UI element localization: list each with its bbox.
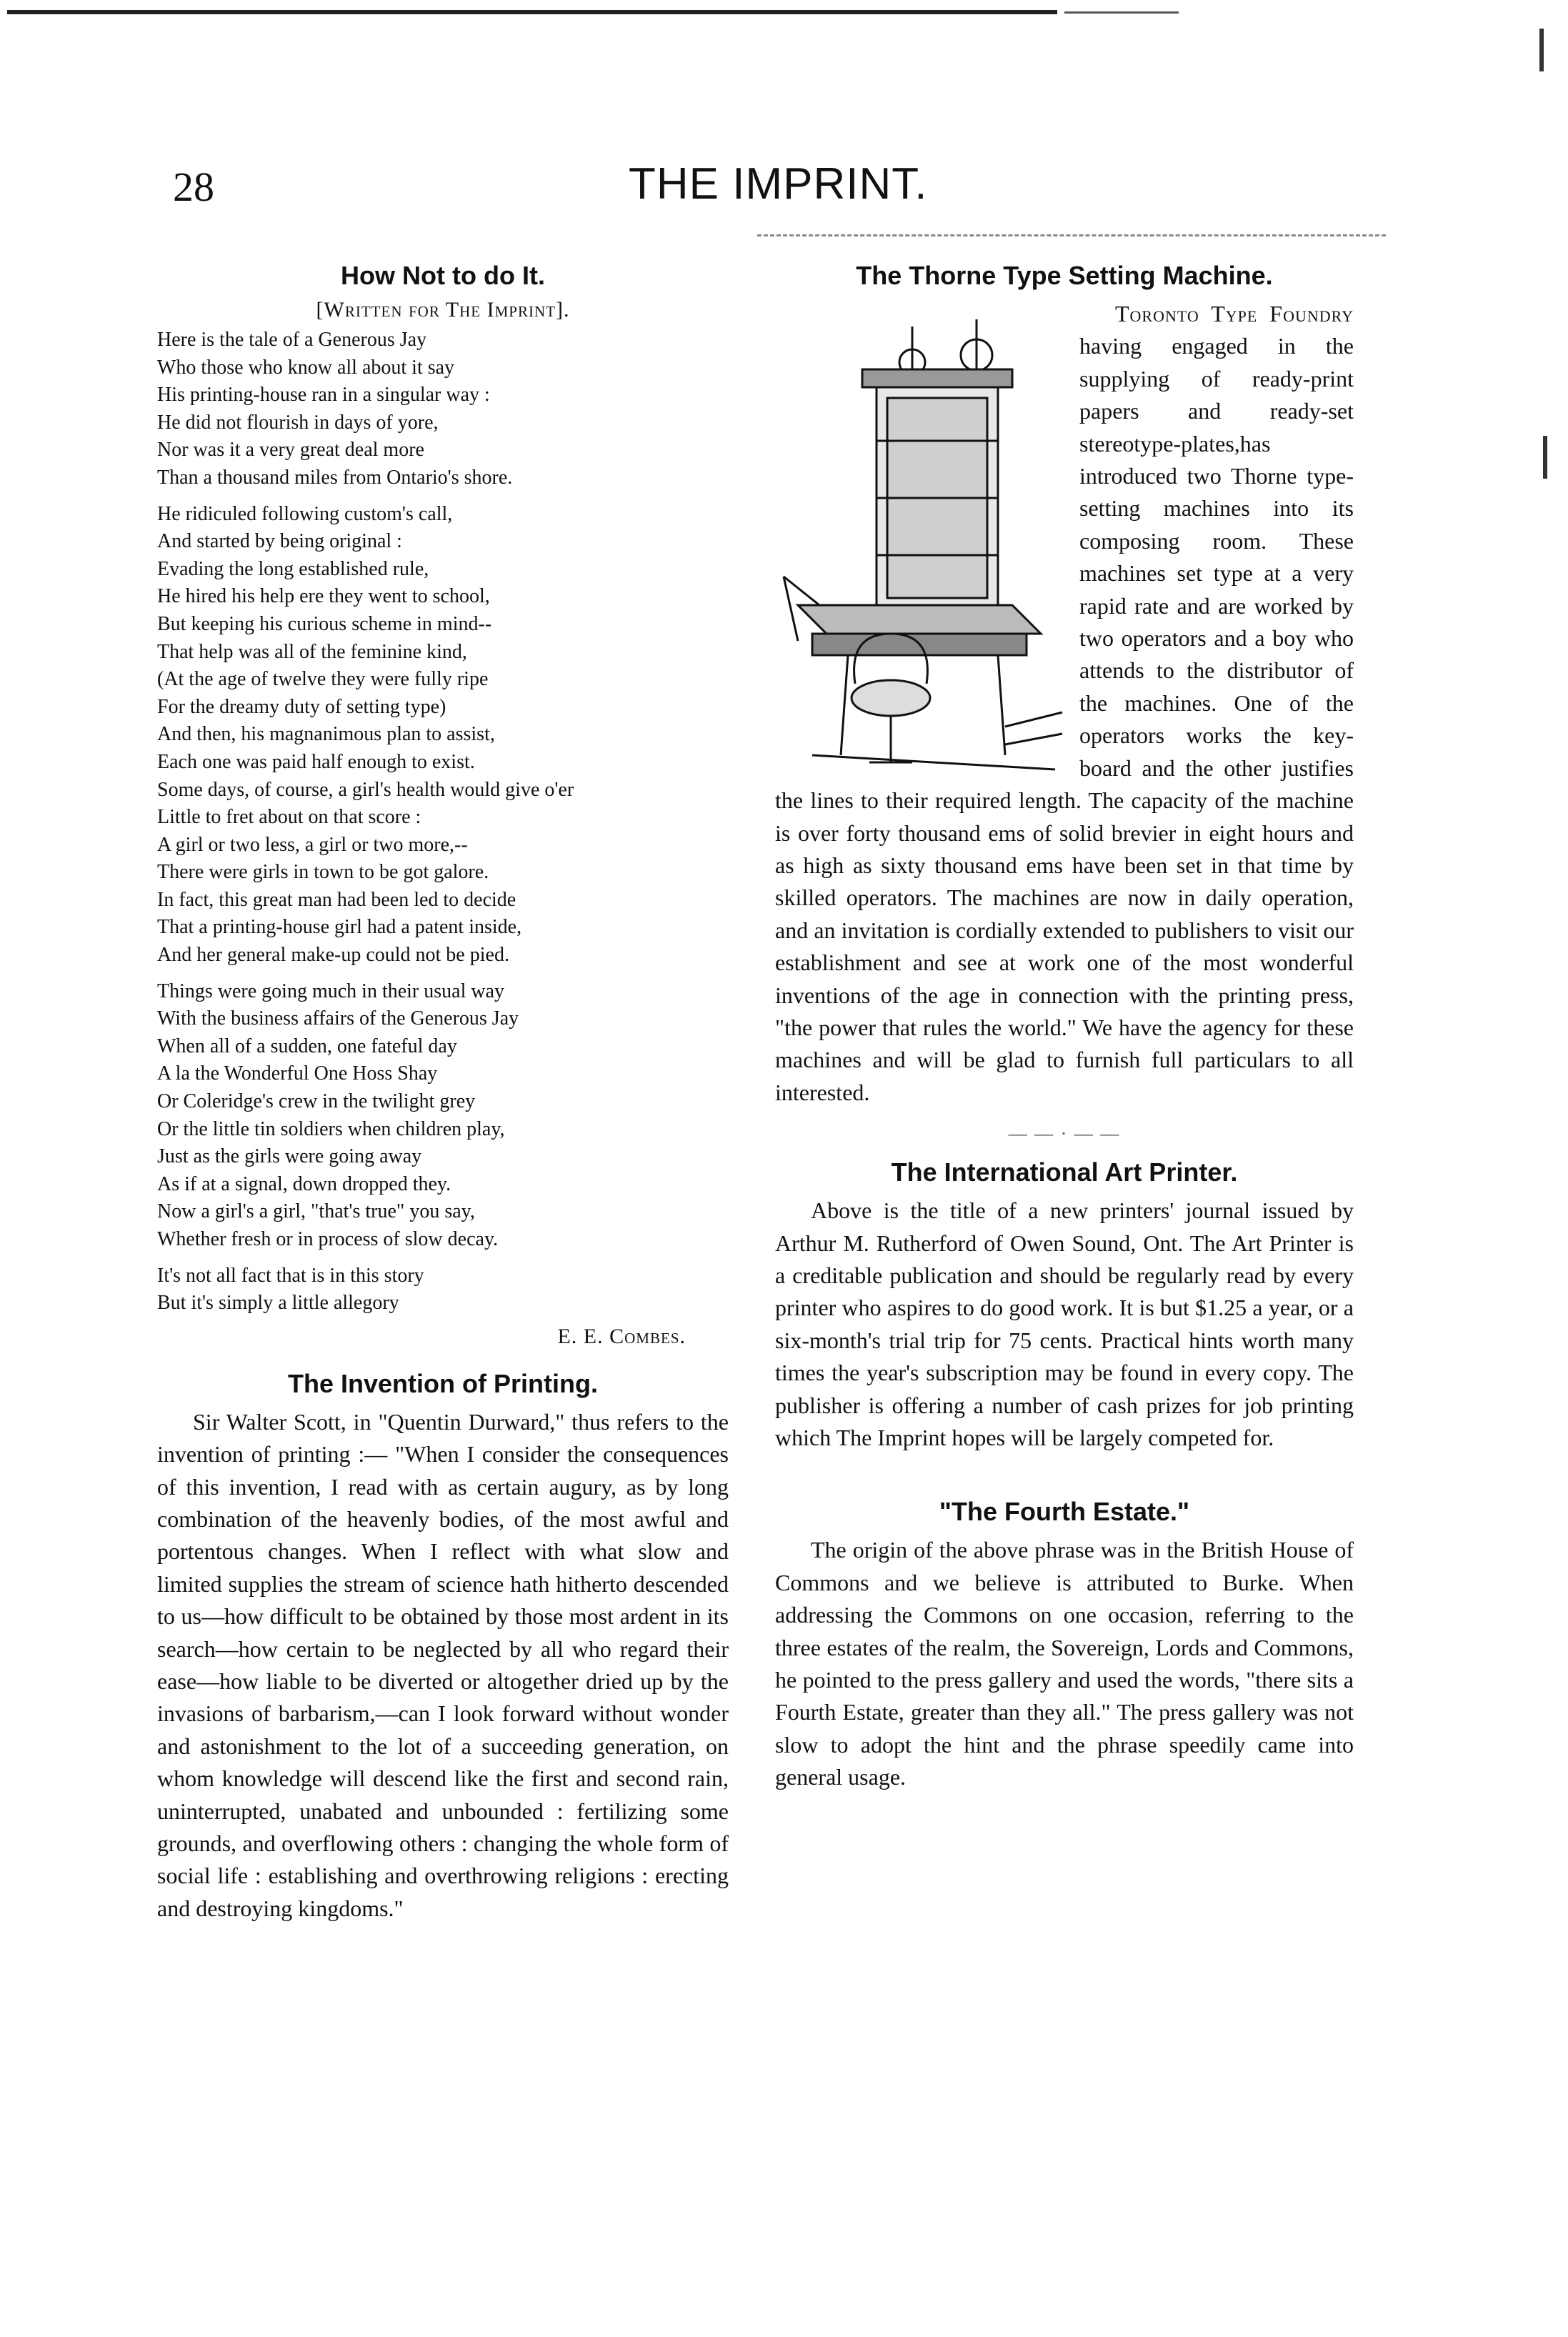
poem-line: He hired his help ere they went to school, bbox=[157, 585, 490, 608]
section-divider: — — · — — bbox=[1008, 1123, 1121, 1145]
poem-line: Nor was it a very great deal more bbox=[157, 439, 424, 462]
article-body-art-printer: Above is the title of a new printers' journal issued by Arthur M. Rutherford of Owen Sound, Ont. The Art Printer is a creditable publication and should be regularly read by every printer who aspires to do good work. It is but $1.25 a year, or a six-month's trial trip for 75 cents. Practical hints worth many times the year's subscription may be found in every copy. The publisher is offering a number of cash prizes for job printing which The Imprint hopes will be largely competed for. bbox=[775, 1197, 1354, 1450]
article-title-fourth-estate: "The Fourth Estate." bbox=[939, 1497, 1190, 1527]
poem-line: As if at a signal, down dropped they. bbox=[157, 1172, 451, 1195]
right-column bbox=[775, 261, 1354, 1794]
article-title-thorne: The Thorne Type Setting Machine. bbox=[856, 261, 1273, 290]
article-title-art-printer: The International Art Printer. bbox=[891, 1157, 1238, 1187]
poem-line: Just as the girls were going away bbox=[157, 1145, 422, 1168]
page-number: 28 bbox=[173, 164, 214, 210]
poem-line: When all of a sudden, one fateful day bbox=[157, 1035, 457, 1057]
poem-line: And then, his magnanimous plan to assist, bbox=[157, 723, 495, 746]
poem-line: Or the little tin soldiers when children play, bbox=[157, 1117, 505, 1140]
article-body-fourth-estate: The origin of the above phrase was in the British House of Commons and we believe is attributed to Burke. When addressing the Commons on one occasion, referring to the three estates of the realm, the Sovereign, Lords and Commons, he pointed to the press gallery and used the words, "there sits a Fourth Estate, greater than they all." The press gallery was not slow to adopt the hint and the phrase speedily came into general usage. bbox=[775, 1537, 1354, 1790]
poem-line: Things were going much in their usual way bbox=[157, 980, 505, 1002]
poem-line: In fact, this great man had been led to decide bbox=[157, 888, 516, 911]
poem-line: And her general make-up could not be pied. bbox=[157, 944, 509, 967]
poem-line: But it's simply a little allegory bbox=[157, 1292, 399, 1315]
edge-scan-mark bbox=[1543, 436, 1547, 479]
poem-stanza bbox=[157, 501, 729, 970]
poem-line: But keeping his curious scheme in mind-- bbox=[157, 612, 492, 635]
poem-line: A la the Wonderful One Hoss Shay bbox=[157, 1062, 438, 1085]
left-column bbox=[157, 261, 729, 1925]
poem-line: Or Coleridge's crew in the twilight grey bbox=[157, 1090, 476, 1113]
article-body-thorne bbox=[775, 298, 1354, 1109]
poem-signature: E. E. Combes. bbox=[557, 1324, 686, 1348]
poem-line: That a printing-house girl had a patent inside, bbox=[157, 916, 522, 939]
poem-line: And started by being original : bbox=[157, 530, 402, 553]
poem-title: How Not to do It. bbox=[341, 261, 545, 290]
article-body-invention: Sir Walter Scott, in "Quentin Durward," thus refers to the invention of printing :— "When I consider the consequences of this invention, I read with as certain augury, as by long combination of the heavenly bodies, of the most awful and portentous changes. When I reflect with what slow and limited supplies the stream of science hath hitherto descended to us—how difficult to be obtained by those most ardent in its search—how certain to be neglected by all who regard their ease—how liable to be diverted or altogether dried up by the invasions of barbarism,—can I look forward without wonder and astonishment to the lot of a succeeding generation, on whom knowledge will descend like the first and second rain, uninterrupted, unabated and unbounded : fertilizing some grounds, and overflowing others : changing the whole form of social life : establishing and overthrowing religions : erecting and destroying kingdoms." bbox=[157, 1408, 729, 1921]
poem-line: (At the age of twelve they were fully ripe bbox=[157, 668, 489, 691]
article-title-invention: The Invention of Printing. bbox=[288, 1368, 598, 1398]
poem-stanza bbox=[157, 327, 729, 492]
header-rule bbox=[757, 234, 1386, 238]
poem-line: There were girls in town to be got galore. bbox=[157, 861, 489, 884]
typesetting-machine-illustration bbox=[769, 298, 1069, 777]
top-border-rule-fragment bbox=[1064, 11, 1179, 14]
poem-line: With the business affairs of the Generous Jay bbox=[157, 1007, 519, 1030]
edge-scan-mark bbox=[1539, 29, 1544, 71]
poem-line: He ridiculed following custom's call, bbox=[157, 502, 453, 525]
poem-line: Whether fresh or in process of slow decay. bbox=[157, 1228, 499, 1250]
poem-line: Some days, of course, a girl's health would give o'er bbox=[157, 778, 574, 801]
thorne-body-text: having engaged in the supplying of ready-print papers and ready-set stereotype-plates,has introduced two Thorne type-setting machines into its composing room. These machines set type at a very rapid rate and are worked by two operators and a boy who attends to the distributor of the machines. One of the operators works the key-board and the other justifies the lines to their required length. The capacity of the machine is over forty thousand ems of solid brevier in eight hours and as high as sixty thousand ems have been set in that time by skilled operators. The machines are now in daily operation, and an invitation is cordially extended to publishers to visit our establishment and see at work one of the most wonderful inventions of the age in connection with the printing press, "the power that rules the world." We have the agency for these machines and will be glad to furnish full particulars to all interested. bbox=[775, 333, 1354, 1105]
poem-line: That help was all of the feminine kind, bbox=[157, 640, 467, 663]
poem-line: He did not flourish in days of yore, bbox=[157, 411, 439, 434]
top-border-rule bbox=[7, 10, 1057, 14]
poem-line: It's not all fact that is in this story bbox=[157, 1264, 424, 1287]
poem-line: Than a thousand miles from Ontario's shore. bbox=[157, 466, 513, 489]
thorne-lead-in: Toronto Type Foundry bbox=[1115, 301, 1354, 327]
masthead-title: THE IMPRINT. bbox=[629, 159, 928, 209]
poem-line: Each one was paid half enough to exist. bbox=[157, 750, 475, 773]
poem-line: Here is the tale of a Generous Jay bbox=[157, 329, 427, 351]
poem-line: Who those who know all about it say bbox=[157, 356, 455, 379]
poem-line: Little to fret about on that score : bbox=[157, 806, 421, 829]
poem-line: Now a girl's a girl, "that's true" you say, bbox=[157, 1200, 475, 1223]
spacer bbox=[775, 1454, 1354, 1497]
poem-line: Evading the long established rule, bbox=[157, 557, 429, 580]
poem-line: His printing-house ran in a singular way : bbox=[157, 384, 490, 407]
poem-byline: [Written for The Imprint]. bbox=[316, 298, 570, 322]
poem-stanza bbox=[157, 978, 729, 1254]
poem-line: A girl or two less, a girl or two more,-- bbox=[157, 833, 468, 856]
poem-body bbox=[157, 327, 729, 1317]
poem-line: For the dreamy duty of setting type) bbox=[157, 695, 446, 718]
poem-stanza bbox=[157, 1262, 729, 1317]
